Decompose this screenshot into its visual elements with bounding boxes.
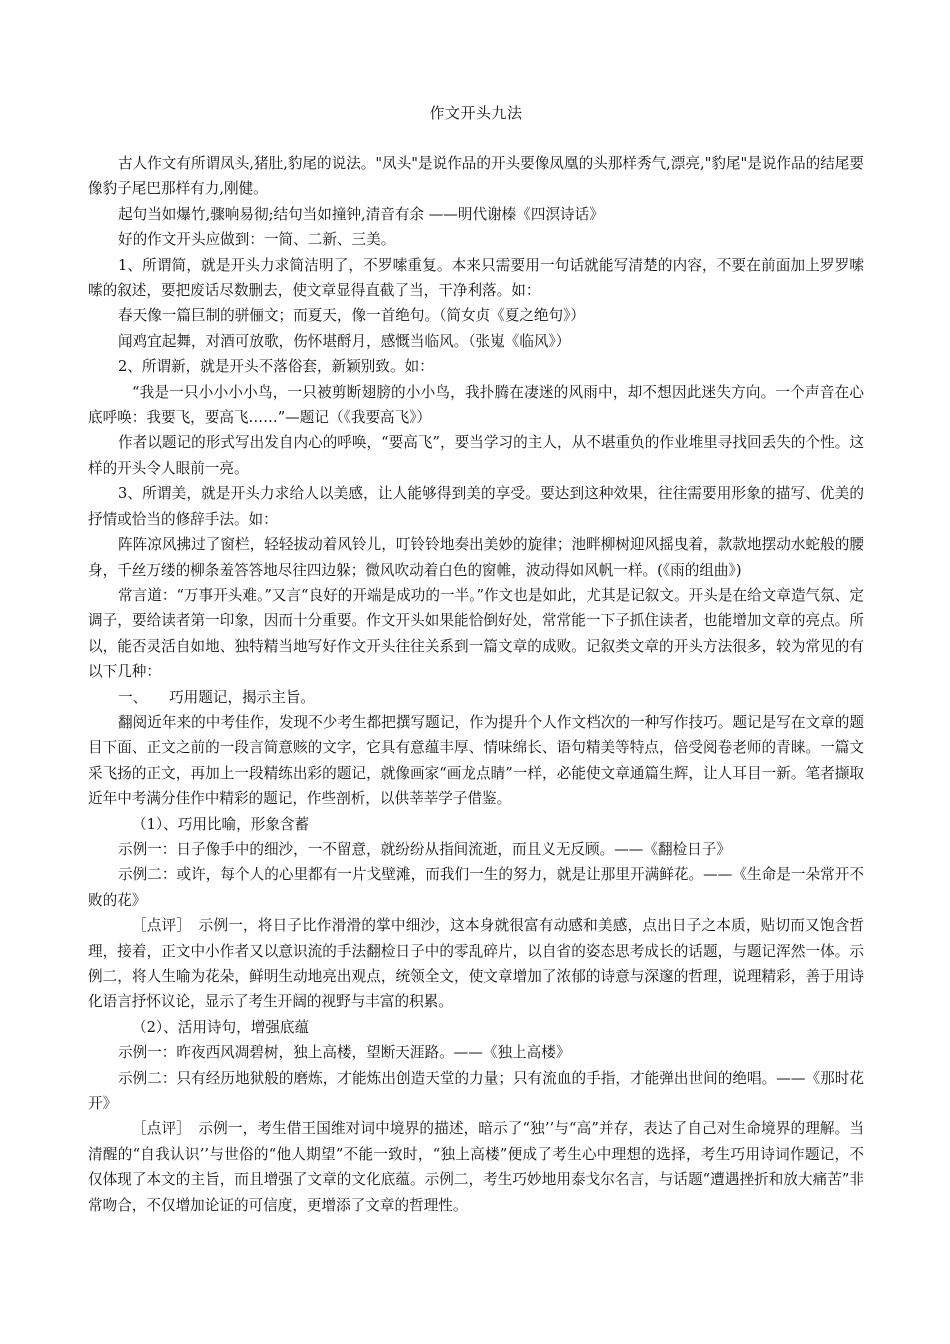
paragraph-three-points: 好的作文开头应做到：一简、二新、三美。	[118, 231, 396, 249]
paragraph-inscription-intro: 翻阅近年来的中考佳作，发现不少考生都把撰写题记，作为提升个人作文档次的一种写作技巧。题记是写在文章的题目下面、正文之前的一段言简意赅的文字，它具有意蕴丰厚、情味绵长、语句精美等特点，倍受阅卷老师的青睐。一篇文采飞扬的正文，再加上一段精练出彩的题记，就像画家“画龙点睛”一样，必能使文章通篇生辉，让人耳目一新。笔者撷取近年中考满分佳作中精彩的题记，作些剖析，以供莘莘学子借鉴。	[88, 713, 864, 808]
heading-poetry: （2）、活用诗句，增强底蕴	[132, 1018, 310, 1036]
paragraph-point-beauty: 3、所谓美，就是开头力求给人以美感，让人能够得到美的享受。要达到这种效果，往往需要用形象的描写、优美的抒情或恰当的修辞手法。如：	[88, 485, 864, 528]
paragraph-point-simple: 1、所谓简，就是开头力求简洁明了，不罗嗦重复。本来只需要用一句话就能写清楚的内容，不要在前面加上罗罗嗦嗦的叙述，要把废话尽数删去，使文章显得直截了当，干净利落。如：	[88, 256, 864, 300]
heading-metaphor: （1）、巧用比喻，形象含蓄	[132, 815, 310, 833]
document-page	[88, 100, 864, 1218]
paragraph-example-flowers: 示例二：只有经历地狱般的磨炼，才能炼出创造天堂的力量；只有流血的手指，才能弹出世间的绝唱。——《那时花开》	[88, 1069, 864, 1113]
paragraph-comment-bird: 作者以题记的形式写出发自内心的呼唤，“要高飞”，要当学习的主人，从不堪重负的作业堆里寻找回丢失的个性。这样的开头令人眼前一亮。	[88, 434, 864, 477]
heading-section-one: 一、 巧用题记，揭示主旨。	[118, 688, 316, 706]
paragraph-intro: 古人作文有所谓凤头,猪肚,豹尾的说法。"凤头"是说作品的开头要像凤凰的头那样秀气,漂亮,"豹尾"是说作品的结尾要像豹子尾巴那样有力,刚健。	[88, 155, 864, 198]
paragraph-example-rain: 阵阵凉风拂过了窗栏，轻轻拔动着风铃儿，叮铃铃地奏出美妙的旋律；池畔柳树迎风摇曳着，款款地摆动水蛇般的腰身，千丝万缕的柳条羞答答地尽往四边躲；微风吹动着白色的窗帷，波动得如风帆一样。(《雨的组曲》)	[88, 536, 864, 579]
paragraph-example-summer: 春天像一篇巨制的骈俪文；而夏天，像一首绝句。（简女贞《夏之绝句》）	[118, 307, 585, 325]
paragraph-point-new: 2、所谓新，就是开头不落俗套，新颖别致。如：	[118, 358, 434, 376]
paragraph-example-tower: 示例一：昨夜西风凋碧树，独上高楼，望断天涯路。——《独上高楼》	[118, 1044, 571, 1062]
paragraph-saying: 常言道：“万事开头难。”又言“良好的开端是成功的一半。”作文也是如此，尤其是记叙文。开头是在给文章造气氛、定调子，要给读者第一印象，因而十分重要。作文开头如果能恰倒好处，常常能一下子抓住读者，也能增加文章的亮点。所以，能否灵活自如地、独特精当地写好作文开头往往关系到一篇文章的成败。记叙类文章的开头方法很多，较为常见的有以下几种：	[88, 586, 864, 681]
paragraph-quote-sizhen: 起句当如爆竹,骤响易彻;结句当如撞钟,清音有余 ——明代谢榛《四溟诗话》	[118, 205, 604, 223]
paragraph-comment-metaphor: ［点评］ 示例一，将日子比作滑滑的掌中细沙，这本身就很富有动感和美感，点出日子之本质，贴切而又饱含哲理，接着，正文中小作者又以意识流的手法翻检日子中的零乱碎片，以自省的姿态思考成长的话题，与题记浑然一体。示例二，将人生喻为花朵，鲜明生动地亮出观点，统领全文，使文章增加了浓郁的诗意与深邃的哲理，说理精彩，善于用诗化语言抒怀议论，显示了考生开阔的视野与丰富的积累。	[88, 917, 864, 1011]
paragraph-comment-poetry: ［点评］ 示例一，考生借王国维对词中境界的描述，暗示了“独’’与“高”并存，表达了自己对生命境界的理解。当清醒的“自我认识’’与世俗的“他人期望”不能一致时，“独上高楼”便成了考生心中理想的选择，考生巧用诗词作题记，不仅体现了本文的主旨，而且增强了文章的文化底蕴。示例二，考生巧妙地用泰戈尔名言，与话题“遭遇挫折和放大痛苦”非常吻合，不仅增加论证的可信度，更增添了文章的哲理性。	[88, 1120, 864, 1214]
paragraph-example-wind: 闻鸡宜起舞，对酒可放歌，伤怀堪酹月，感慨当临风。（张嵬《临风》）	[118, 332, 571, 350]
paragraph-example-gobi: 示例二：或许，每个人的心里都有一片戈壁滩，而我们一生的努力，就是让那里开满鲜花。——《生命是一朵常开不败的花》	[88, 866, 864, 909]
paragraph-example-bird: “我是一只小小小小鸟，一只被剪断翅膀的小小鸟，我扑腾在凄迷的风雨中，却不想因此迷失方向。一个声音在心底呼唤：我要飞，要高飞……”—题记（《我要高飞》）	[88, 383, 864, 427]
document-title: 作文开头九法	[429, 104, 523, 122]
paragraph-example-days: 示例一：日子像手中的细沙，一不留意，就纷纷从指间流逝，而且义无反顾。——《翻检日子》	[118, 840, 731, 858]
